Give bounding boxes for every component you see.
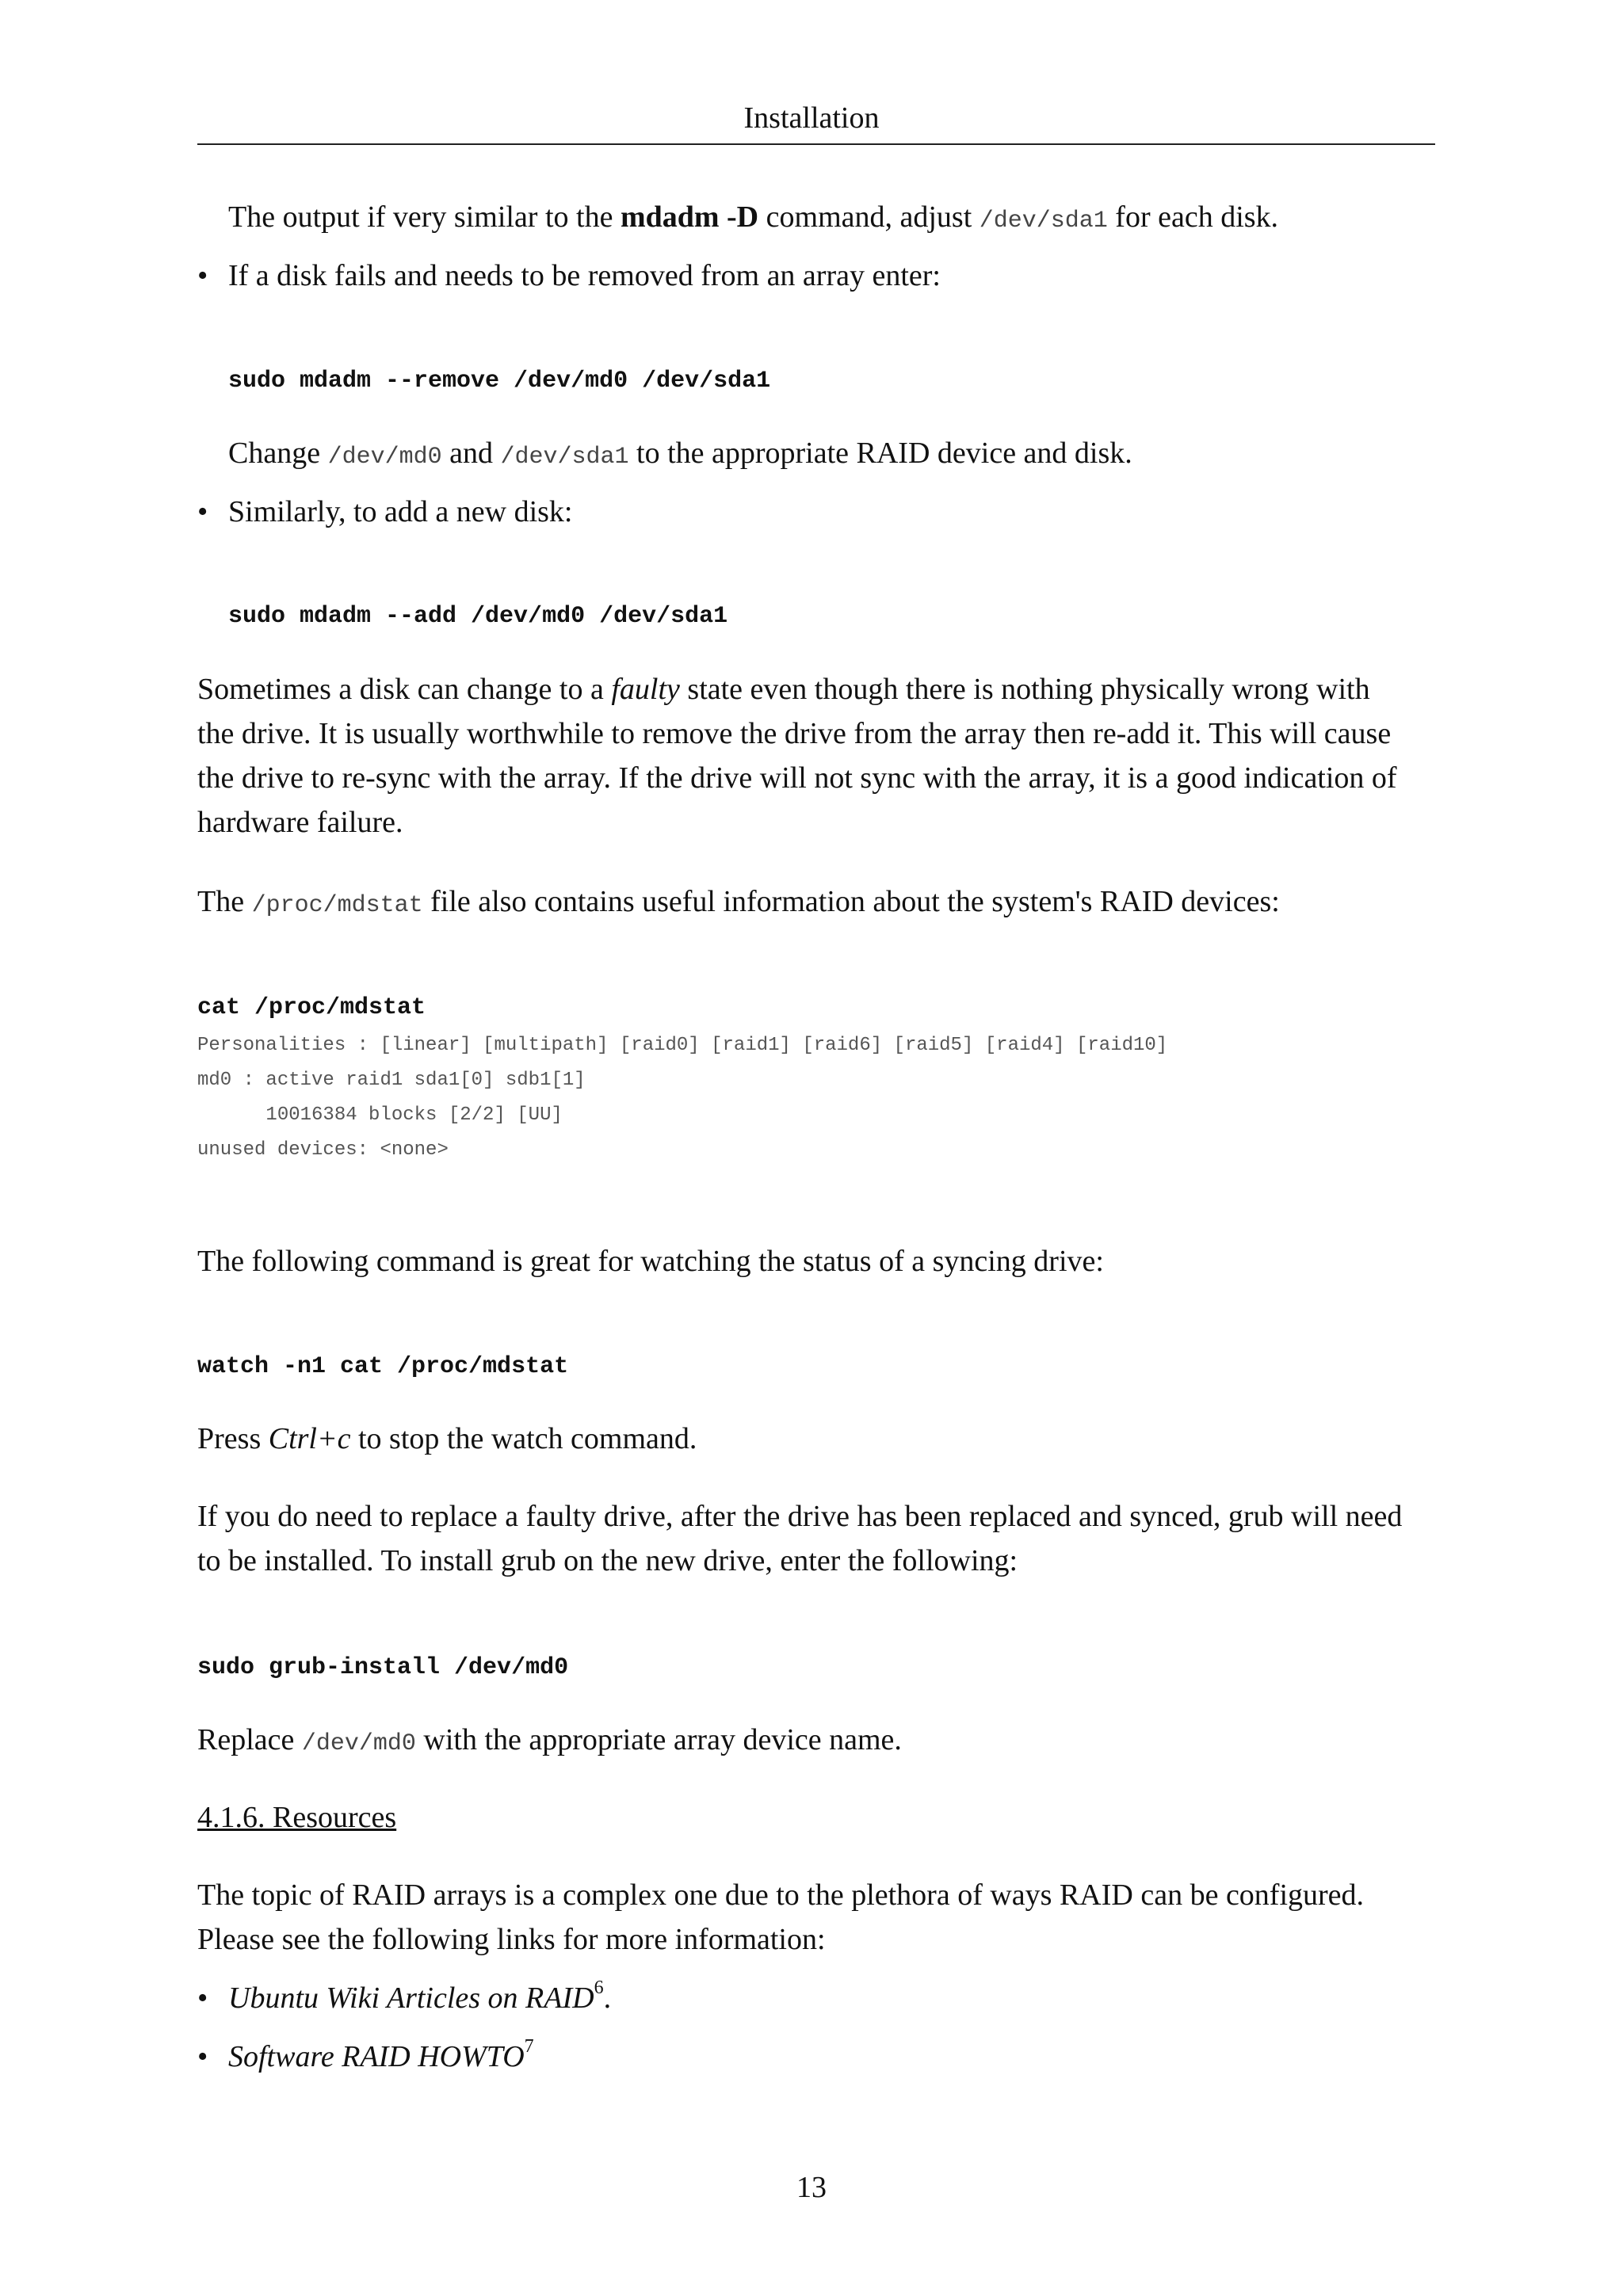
text-run: Replace xyxy=(197,1723,302,1756)
bullet-glyph: • xyxy=(197,259,208,292)
output-line: unused devices: <none> xyxy=(197,1139,449,1161)
paragraph-line: the drive to re-sync with the array. If the drive will not sync with the array, it is a good indication of xyxy=(197,761,1397,795)
text-run: to stop the watch command. xyxy=(350,1422,697,1455)
paragraph-line: to be installed. To install grub on the new drive, enter the following: xyxy=(197,1544,1018,1577)
paragraph-line: the drive. It is usually worthwhile to remove the drive from the array then re-add it. This will cause xyxy=(197,717,1392,750)
text-run: with the appropriate array device name. xyxy=(415,1723,902,1756)
text-run: state even though there is nothing physically wrong with xyxy=(679,673,1370,706)
inline-code: /dev/sda1 xyxy=(500,444,629,471)
output-line: md0 : active raid1 sda1[0] sdb1[1] xyxy=(197,1070,586,1091)
inline-code: /dev/md0 xyxy=(327,444,442,471)
paragraph-line xyxy=(197,667,1397,711)
link-item-software-raid-howto[interactable] xyxy=(228,2035,534,2079)
text-run: for each disk. xyxy=(1107,200,1279,234)
emphasis: faulty xyxy=(611,673,680,706)
footnote-ref: 6 xyxy=(594,1978,604,1999)
inline-code: /dev/sda1 xyxy=(979,208,1108,235)
command-watch: watch -n1 cat /proc/mdstat xyxy=(197,1353,569,1380)
header-rule xyxy=(197,143,1435,145)
paragraph-replace xyxy=(197,1718,902,1766)
paragraph-line: The topic of RAID arrays is a complex one due to the plethora of ways RAID can be configured. xyxy=(197,1878,1365,1912)
paragraph-watch: The following command is great for watching the status of a syncing drive: xyxy=(197,1245,1104,1278)
emphasis: Ctrl+c xyxy=(268,1422,351,1455)
paragraph-line: If you do need to replace a faulty drive, after the drive has been replaced and synced, grub will need xyxy=(197,1500,1403,1533)
paragraph-press xyxy=(197,1417,697,1461)
text-run: The output if very similar to the xyxy=(228,200,621,234)
paragraph-topic xyxy=(197,1873,1364,1962)
text-run: command, adjust xyxy=(758,200,980,234)
paragraph-mdstat xyxy=(197,879,1280,928)
text-run: The xyxy=(197,885,252,918)
bullet-item-add: Similarly, to add a new disk: xyxy=(228,495,573,528)
paragraph-mdadm-output xyxy=(228,195,1278,243)
text-run: Change xyxy=(228,437,328,470)
link-text[interactable]: Software RAID HOWTO xyxy=(228,2040,525,2073)
inline-command: mdadm -D xyxy=(620,200,759,234)
link-item-ubuntu-wiki-raid[interactable] xyxy=(228,1976,611,2020)
output-line: 10016384 blocks [2/2] [UU] xyxy=(197,1104,563,1126)
command-grub: sudo grub-install /dev/md0 xyxy=(197,1654,569,1681)
command-add: sudo mdadm --add /dev/md0 /dev/sda1 xyxy=(228,603,728,630)
output-line: Personalities : [linear] [multipath] [raid0] [raid1] [raid6] [raid5] [raid4] [raid10] xyxy=(197,1035,1168,1056)
text-run: to the appropriate RAID device and disk. xyxy=(628,437,1132,470)
inline-code: /dev/md0 xyxy=(301,1730,416,1757)
bullet-glyph: • xyxy=(197,1981,208,2015)
paragraph-line: Please see the following links for more information: xyxy=(197,1923,826,1956)
command-mdstat: cat /proc/mdstat xyxy=(197,994,426,1021)
text-run: . xyxy=(603,1981,612,2015)
paragraph-faulty xyxy=(197,667,1397,845)
bullet-item-remove: If a disk fails and needs to be removed from an array enter: xyxy=(228,259,941,292)
command-output xyxy=(197,1028,1167,1168)
page-number: 13 xyxy=(796,2171,827,2204)
link-text[interactable]: Ubuntu Wiki Articles on RAID xyxy=(228,1981,594,2015)
command-remove: sudo mdadm --remove /dev/md0 /dev/sda1 xyxy=(228,368,771,395)
paragraph-line: hardware failure. xyxy=(197,806,403,839)
section-heading-resources: 4.1.6. Resources xyxy=(197,1801,397,1834)
bullet-glyph: • xyxy=(197,2040,208,2073)
text-run: and xyxy=(441,437,501,470)
text-run: file also contains useful information about the system's RAID devices: xyxy=(422,885,1280,918)
running-header: Installation xyxy=(743,101,880,135)
bullet-glyph: • xyxy=(197,495,208,528)
paragraph-change xyxy=(228,431,1132,479)
text-run: Sometimes a disk can change to a xyxy=(197,673,612,706)
inline-code: /proc/mdstat xyxy=(251,892,423,919)
footnote-ref: 7 xyxy=(524,2036,534,2058)
text-run: Press xyxy=(197,1422,269,1455)
paragraph-grub xyxy=(197,1494,1402,1583)
